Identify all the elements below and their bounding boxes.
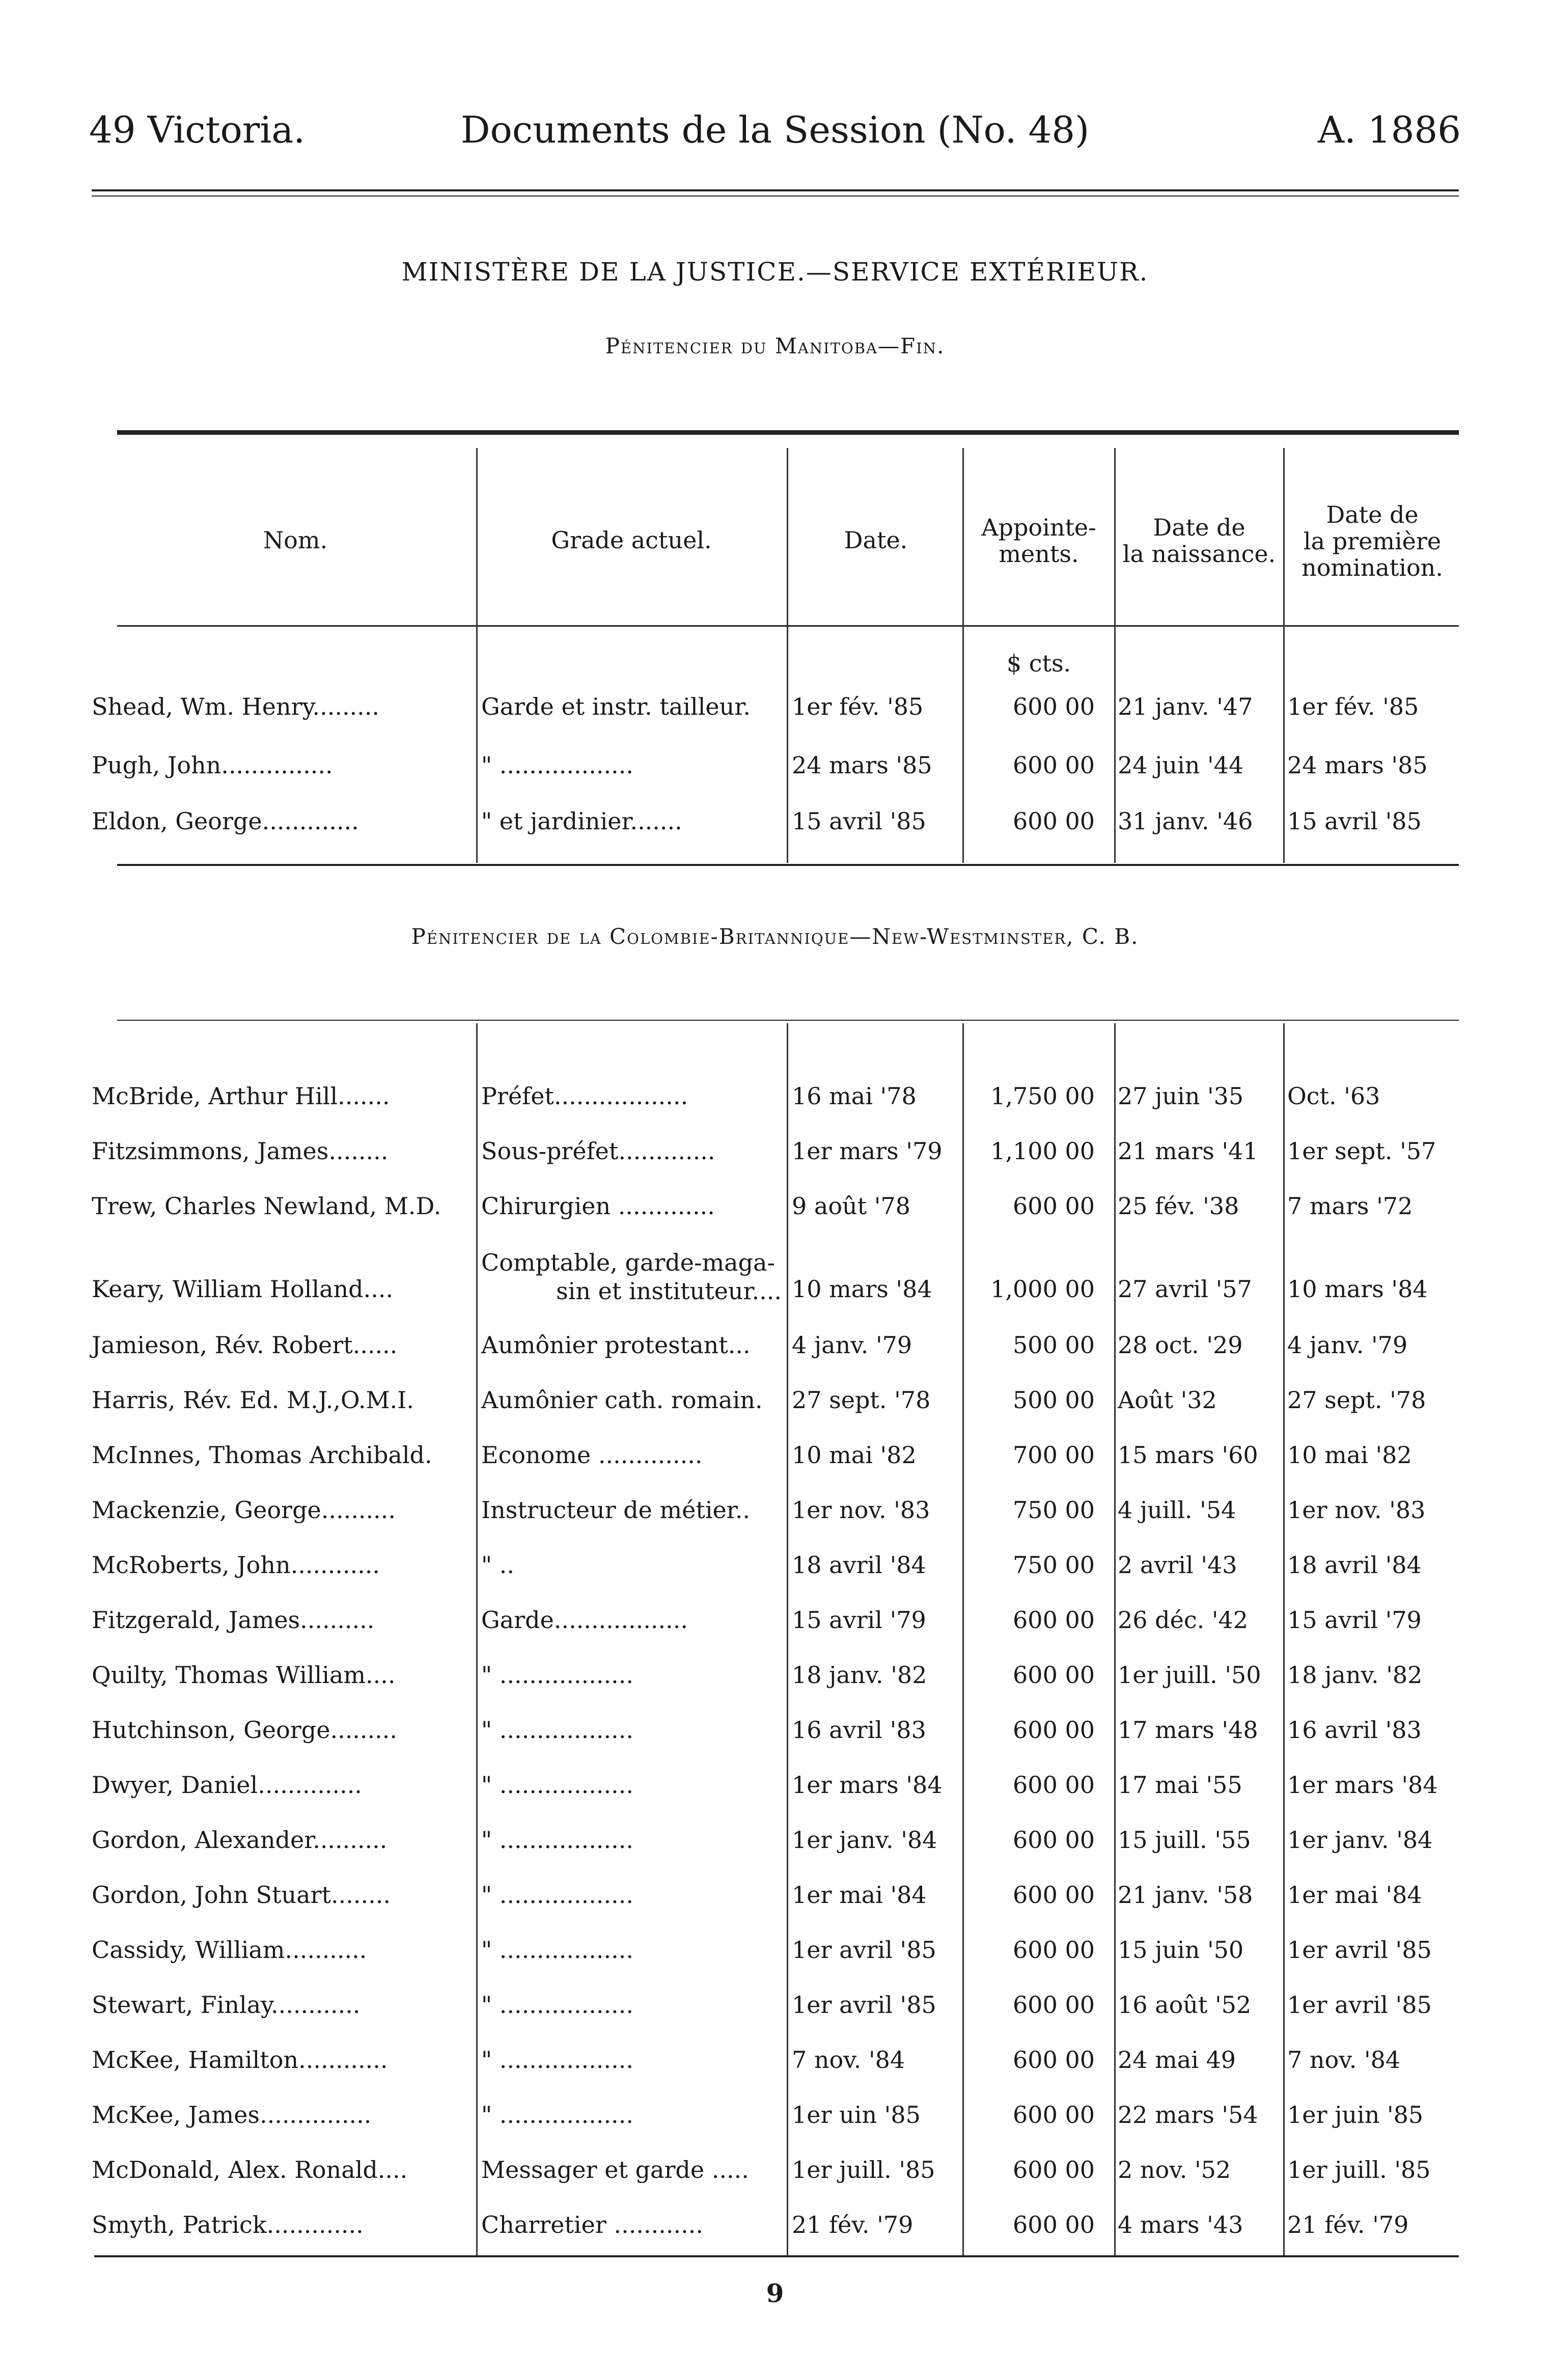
cell-pay: 600 00 [1013, 807, 1095, 835]
cell-grade: Charretier ............ [481, 2211, 703, 2238]
cell-nom: Trew, Charles Newland, M.D. [92, 1192, 441, 1220]
cell-first: 18 janv. '82 [1287, 1661, 1423, 1689]
cell-pay: 600 00 [1013, 1192, 1095, 1220]
cell-first: 1er avril '85 [1287, 1936, 1432, 1964]
column-divider [1114, 1023, 1116, 2255]
cell-birth: 24 juin '44 [1118, 751, 1244, 779]
cell-date: 1er mai '84 [792, 1881, 927, 1909]
cell-pay: 600 00 [1013, 1936, 1095, 1964]
cell-nom: Mackenzie, George.......... [92, 1496, 396, 1524]
cell-date: 1er mars '79 [792, 1137, 943, 1165]
cell-birth: 2 nov. '52 [1118, 2156, 1231, 2183]
cell-nom: Cassidy, William........... [92, 1936, 367, 1964]
cell-nom: McDonald, Alex. Ronald.... [92, 2156, 408, 2183]
cell-nom: Dwyer, Daniel.............. [92, 1771, 362, 1799]
cell-birth: 4 mars '43 [1118, 2211, 1243, 2238]
cell-first: 1er nov. '83 [1287, 1496, 1426, 1524]
cell-first: 24 mars '85 [1287, 751, 1428, 779]
cell-pay: 600 00 [1013, 1881, 1095, 1909]
cell-date: 4 janv. '79 [792, 1331, 912, 1359]
cell-date: 27 sept. '78 [792, 1386, 931, 1414]
column-header-naissance-line1: Date de [1153, 514, 1245, 541]
cell-pay: 500 00 [1013, 1331, 1095, 1359]
cell-nom: Fitzsimmons, James........ [92, 1137, 389, 1165]
cell-grade: " .................. [481, 1826, 633, 1854]
cell-date: 1er avril '85 [792, 1936, 936, 1964]
cell-birth: 21 janv. '47 [1118, 693, 1253, 720]
column-divider [787, 448, 788, 625]
cell-pay: 600 00 [1013, 693, 1095, 720]
column-divider [1283, 1023, 1285, 2255]
column-header-appointements-line2: ments. [999, 540, 1079, 568]
cell-nom: Keary, William Holland.... [92, 1275, 394, 1303]
cell-date: 16 avril '83 [792, 1716, 926, 1744]
cell-birth: 15 juill. '55 [1118, 1826, 1251, 1854]
cell-date: 1er avril '85 [792, 1991, 936, 2019]
cell-first: 7 nov. '84 [1287, 2046, 1401, 2074]
cell-nom: Quilty, Thomas William.... [92, 1661, 396, 1689]
cell-first: 4 janv. '79 [1287, 1331, 1408, 1359]
top-rule-thin [92, 195, 1459, 197]
cell-pay: 750 00 [1013, 1496, 1095, 1524]
column-header-nomination-line1: Date de [1326, 501, 1419, 528]
cell-nom: Stewart, Finlay............ [92, 1991, 361, 2019]
cell-grade: " .................. [481, 1991, 633, 2019]
cell-birth: 17 mai '55 [1118, 1771, 1242, 1799]
cell-grade [481, 1248, 782, 1305]
cell-birth: 27 juin '35 [1118, 1082, 1244, 1110]
column-divider [962, 448, 964, 625]
cell-grade: " .................. [481, 1936, 633, 1964]
cell-grade: " .................. [481, 2046, 633, 2074]
running-head-right: A. 1886 [1317, 108, 1461, 151]
section2-title: Pénitencier de la Colombie-Britannique—New-Westminster, C. B. [411, 924, 1139, 949]
column-divider [476, 1023, 478, 2255]
cell-date: 18 avril '84 [792, 1551, 926, 1579]
cell-grade: Chirurgien ............. [481, 1192, 715, 1220]
cell-pay: 1,000 00 [990, 1275, 1095, 1303]
cell-grade: Préfet.................. [481, 1082, 688, 1110]
cell-nom: McKee, Hamilton............ [92, 2046, 388, 2074]
cell-pay: 600 00 [1013, 751, 1095, 779]
cell-birth: 17 mars '48 [1118, 1716, 1258, 1744]
column-header-appointements [965, 514, 1113, 567]
cell-nom: Pugh, John............... [92, 751, 333, 779]
cell-nom: Hutchinson, George......... [92, 1716, 398, 1744]
cell-pay: 600 00 [1013, 1826, 1095, 1854]
column-header-nom: Nom. [263, 526, 328, 554]
page-number: 9 [766, 2278, 784, 2308]
cell-nom: Shead, Wm. Henry......... [92, 693, 380, 720]
column-divider [787, 1023, 788, 2255]
column-header-nomination [1286, 501, 1459, 581]
cell-date: 1er mars '84 [792, 1771, 943, 1799]
table-top-rule [117, 430, 1459, 435]
cell-grade: " .................. [481, 751, 633, 779]
cell-pay: 750 00 [1013, 1551, 1095, 1579]
cell-birth: 24 mai 49 [1118, 2046, 1236, 2074]
cell-date: 10 mars '84 [792, 1275, 932, 1303]
cell-pay: 600 00 [1013, 2101, 1095, 2129]
cell-grade: " .. [481, 1551, 515, 1579]
cell-grade: Econome .............. [481, 1441, 703, 1469]
cell-pay: 600 00 [1013, 2046, 1095, 2074]
cell-date: 15 avril '85 [792, 807, 926, 835]
column-header-appointements-line1: Appointe- [981, 514, 1096, 541]
column-divider [1114, 448, 1116, 625]
cell-nom: Harris, Rév. Ed. M.J.,O.M.I. [92, 1386, 414, 1414]
cell-grade: Sous-préfet............. [481, 1137, 715, 1165]
cell-nom: Smyth, Patrick............. [92, 2211, 364, 2238]
section1-title: Pénitencier du Manitoba—Fin. [605, 333, 945, 358]
cell-date: 16 mai '78 [792, 1082, 917, 1110]
cell-nom: Jamieson, Rév. Robert...... [92, 1331, 398, 1359]
cell-birth: 27 avril '57 [1118, 1275, 1252, 1303]
running-head-left: 49 Victoria. [89, 108, 306, 151]
cell-date: 1er janv. '84 [792, 1826, 937, 1854]
cell-pay: 600 00 [1013, 1661, 1095, 1689]
cell-grade-line: sin et instituteur.... [556, 1277, 782, 1305]
cell-birth: Août '32 [1118, 1386, 1217, 1414]
cell-birth: 31 janv. '46 [1118, 807, 1253, 835]
column-header-nomination-line3: nomination. [1302, 554, 1443, 581]
cell-date: 9 août '78 [792, 1192, 910, 1220]
cell-date: 1er uin '85 [792, 2101, 921, 2129]
column-header-grade: Grade actuel. [551, 526, 712, 554]
column-divider [476, 625, 478, 863]
cell-date: 18 janv. '82 [792, 1661, 927, 1689]
section2-top-rule [117, 1020, 1459, 1021]
column-header-nomination-line2: la première [1303, 527, 1442, 555]
cell-first: Oct. '63 [1287, 1082, 1380, 1110]
cell-first: 21 fév. '79 [1287, 2211, 1409, 2238]
cell-birth: 15 mars '60 [1118, 1441, 1258, 1469]
cell-pay: 600 00 [1013, 1771, 1095, 1799]
cell-first: 1er janv. '84 [1287, 1826, 1433, 1854]
cell-first: 1er juin '85 [1287, 2101, 1424, 2129]
cell-birth: 1er juill. '50 [1118, 1661, 1261, 1689]
column-divider [1114, 625, 1116, 863]
cell-date: 7 nov. '84 [792, 2046, 905, 2074]
cell-first: 1er fév. '85 [1287, 693, 1419, 720]
cell-grade: " et jardinier....... [481, 807, 682, 835]
cell-date: 10 mai '82 [792, 1441, 917, 1469]
cell-nom: McInnes, Thomas Archibald. [92, 1441, 432, 1469]
cell-first: 18 avril '84 [1287, 1551, 1422, 1579]
cell-date: 1er juill. '85 [792, 2156, 935, 2183]
cell-grade-line: Comptable, garde-maga- [481, 1249, 776, 1276]
cell-first: 1er avril '85 [1287, 1991, 1432, 2019]
cell-pay: 600 00 [1013, 2156, 1095, 2183]
cell-grade: Garde et instr. tailleur. [481, 693, 751, 720]
column-divider [476, 448, 478, 625]
cell-grade: Instructeur de métier.. [481, 1496, 750, 1524]
cell-first: 15 avril '85 [1287, 807, 1422, 835]
cell-first: 10 mai '82 [1287, 1441, 1412, 1469]
cell-pay: 500 00 [1013, 1386, 1095, 1414]
cell-birth: 25 fév. '38 [1118, 1192, 1239, 1220]
cell-grade: Aumônier protestant... [481, 1331, 751, 1359]
cell-birth: 21 mars '41 [1118, 1137, 1258, 1165]
cell-pay: 600 00 [1013, 2211, 1095, 2238]
cell-nom: McKee, James............... [92, 2101, 372, 2129]
column-header-date: Date. [844, 526, 908, 554]
cell-pay: 600 00 [1013, 1716, 1095, 1744]
column-divider [1283, 448, 1285, 625]
cell-pay: 600 00 [1013, 1606, 1095, 1634]
cell-first: 15 avril '79 [1287, 1606, 1422, 1634]
cell-date: 15 avril '79 [792, 1606, 926, 1634]
currency-header: $ cts. [1006, 650, 1071, 677]
cell-birth: 28 oct. '29 [1118, 1331, 1243, 1359]
cell-grade: Garde.................. [481, 1606, 688, 1634]
cell-date: 21 fév. '79 [792, 2211, 914, 2238]
cell-pay: 700 00 [1013, 1441, 1095, 1469]
table-bottom-rule [94, 2255, 1459, 2257]
cell-grade: " .................. [481, 1881, 633, 1909]
cell-first: 27 sept. '78 [1287, 1386, 1426, 1414]
cell-pay: 600 00 [1013, 1991, 1095, 2019]
cell-pay: 1,100 00 [990, 1137, 1095, 1165]
column-divider [787, 625, 788, 863]
cell-first: 1er sept. '57 [1287, 1137, 1436, 1165]
top-rule-thick [92, 189, 1459, 191]
cell-grade: " .................. [481, 1716, 633, 1744]
cell-birth: 2 avril '43 [1118, 1551, 1237, 1579]
cell-grade: " .................. [481, 2101, 633, 2129]
cell-grade: " .................. [481, 1661, 633, 1689]
column-header-naissance-line2: la naissance. [1122, 540, 1276, 568]
cell-nom: McBride, Arthur Hill....... [92, 1082, 390, 1110]
cell-nom: Eldon, George............. [92, 807, 359, 835]
cell-first: 1er mars '84 [1287, 1771, 1438, 1799]
section1-bottom-rule [117, 864, 1459, 866]
cell-birth: 16 août '52 [1118, 1991, 1252, 2019]
ministry-heading: MINISTÈRE DE LA JUSTICE.—SERVICE EXTÉRIEUR. [401, 257, 1149, 287]
column-divider [962, 625, 964, 863]
cell-first: 1er juill. '85 [1287, 2156, 1431, 2183]
cell-birth: 26 déc. '42 [1118, 1606, 1249, 1634]
column-header-naissance [1115, 514, 1283, 567]
cell-nom: Gordon, Alexander.......... [92, 1826, 388, 1854]
cell-nom: McRoberts, John............ [92, 1551, 380, 1579]
cell-first: 16 avril '83 [1287, 1716, 1422, 1744]
running-head [89, 107, 1461, 153]
cell-birth: 4 juill. '54 [1118, 1496, 1236, 1524]
cell-first: 10 mars '84 [1287, 1275, 1428, 1303]
cell-nom: Fitzgerald, James.......... [92, 1606, 375, 1634]
cell-grade: Messager et garde ..... [481, 2156, 749, 2183]
cell-date: 1er nov. '83 [792, 1496, 930, 1524]
cell-first: 1er mai '84 [1287, 1881, 1422, 1909]
running-head-center: Documents de la Session (No. 48) [460, 108, 1090, 151]
cell-date: 24 mars '85 [792, 751, 932, 779]
cell-birth: 15 juin '50 [1118, 1936, 1244, 1964]
cell-date: 1er fév. '85 [792, 693, 924, 720]
cell-grade: Aumônier cath. romain. [481, 1386, 763, 1414]
column-divider [962, 1023, 964, 2255]
cell-birth: 21 janv. '58 [1118, 1881, 1253, 1909]
cell-nom: Gordon, John Stuart........ [92, 1881, 391, 1909]
cell-pay: 1,750 00 [990, 1082, 1095, 1110]
cell-grade: " .................. [481, 1771, 633, 1799]
column-divider [1283, 625, 1285, 863]
cell-birth: 22 mars '54 [1118, 2101, 1258, 2129]
cell-first: 7 mars '72 [1287, 1192, 1413, 1220]
